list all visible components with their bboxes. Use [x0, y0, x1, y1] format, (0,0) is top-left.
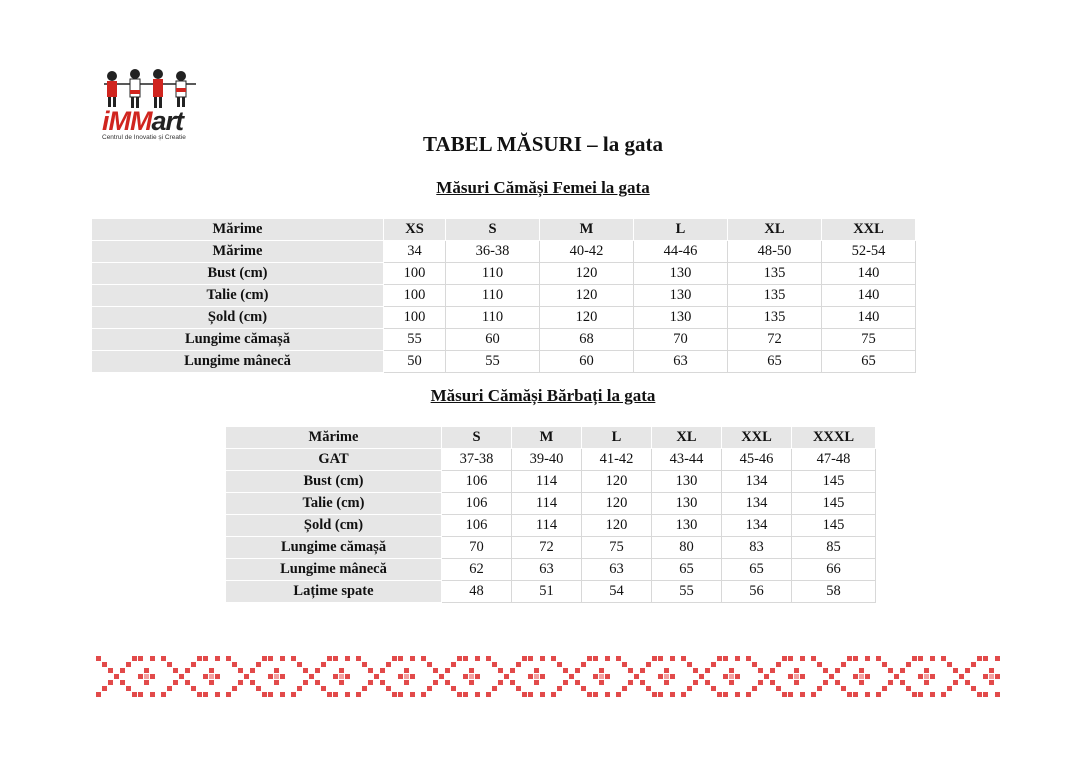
table-cell: 34: [384, 241, 446, 263]
table-header-row: [226, 427, 876, 449]
row-label: Șold (cm): [92, 307, 384, 329]
row-label: Lațime spate: [226, 581, 442, 603]
table-cell: 135: [728, 285, 822, 307]
table-cell: 120: [540, 285, 634, 307]
table-cell: 83: [722, 537, 792, 559]
table-cell: 40-42: [540, 241, 634, 263]
row-label: Șold (cm): [226, 515, 442, 537]
header-cell: M: [540, 219, 634, 241]
table-cell: 56: [722, 581, 792, 603]
header-cell: Mărime: [226, 427, 442, 449]
table-cell: 65: [722, 559, 792, 581]
table-row: [92, 351, 916, 373]
men-size-table: [225, 426, 876, 603]
table-cell: 63: [512, 559, 582, 581]
table-cell: 106: [442, 493, 512, 515]
row-label: Lungime mânecă: [92, 351, 384, 373]
table-cell: 66: [792, 559, 876, 581]
table-cell: 106: [442, 515, 512, 537]
row-label: Talie (cm): [92, 285, 384, 307]
table-cell: 70: [442, 537, 512, 559]
row-label: Talie (cm): [226, 493, 442, 515]
table-cell: 100: [384, 263, 446, 285]
table-cell: 134: [722, 515, 792, 537]
table-cell: 54: [582, 581, 652, 603]
table-cell: 36-38: [446, 241, 540, 263]
table-row: [92, 329, 916, 351]
table-cell: 60: [540, 351, 634, 373]
table-cell: 145: [792, 471, 876, 493]
row-label: Lungime cămașă: [92, 329, 384, 351]
table-row: [92, 241, 916, 263]
table-row: [226, 559, 876, 581]
header-cell: L: [634, 219, 728, 241]
table-cell: 140: [822, 285, 916, 307]
table-cell: 65: [822, 351, 916, 373]
table-cell: 106: [442, 471, 512, 493]
table-cell: 58: [792, 581, 876, 603]
header-cell: XXXL: [792, 427, 876, 449]
women-size-table: [91, 218, 916, 373]
row-label: Bust (cm): [92, 263, 384, 285]
table-cell: 50: [384, 351, 446, 373]
table-cell: 47-48: [792, 449, 876, 471]
table-cell: 55: [446, 351, 540, 373]
header-cell: XXL: [822, 219, 916, 241]
women-table-title: Măsuri Cămăși Femei la gata: [436, 178, 650, 197]
header-cell: XXL: [722, 427, 792, 449]
table-cell: 80: [652, 537, 722, 559]
table-cell: 65: [652, 559, 722, 581]
table-cell: 145: [792, 493, 876, 515]
table-cell: 140: [822, 263, 916, 285]
row-label: GAT: [226, 449, 442, 471]
logo-wordmark-part2: art: [151, 106, 183, 136]
table-row: [226, 515, 876, 537]
table-cell: 110: [446, 285, 540, 307]
header-cell: XL: [652, 427, 722, 449]
table-cell: 114: [512, 493, 582, 515]
embroidery-border-pattern: [94, 654, 1004, 698]
table-cell: 130: [634, 307, 728, 329]
table-cell: 145: [792, 515, 876, 537]
table-cell: 65: [728, 351, 822, 373]
row-label: Mărime: [92, 241, 384, 263]
table-cell: 120: [582, 515, 652, 537]
header-cell: S: [442, 427, 512, 449]
table-cell: 85: [792, 537, 876, 559]
table-cell: 70: [634, 329, 728, 351]
table-cell: 110: [446, 307, 540, 329]
men-table-title: Măsuri Cămăși Bărbați la gata: [430, 386, 656, 405]
table-row: [226, 471, 876, 493]
table-row: [226, 493, 876, 515]
table-cell: 130: [634, 263, 728, 285]
table-cell: 130: [652, 515, 722, 537]
table-cell: 75: [822, 329, 916, 351]
table-cell: 75: [582, 537, 652, 559]
table-cell: 140: [822, 307, 916, 329]
header-cell: Mărime: [92, 219, 384, 241]
table-cell: 130: [652, 493, 722, 515]
table-cell: 63: [634, 351, 728, 373]
table-cell: 55: [384, 329, 446, 351]
row-label: Lungime mânecă: [226, 559, 442, 581]
table-cell: 51: [512, 581, 582, 603]
table-cell: 60: [446, 329, 540, 351]
header-cell: XL: [728, 219, 822, 241]
table-cell: 130: [634, 285, 728, 307]
table-cell: 135: [728, 307, 822, 329]
table-cell: 39-40: [512, 449, 582, 471]
table-cell: 120: [582, 471, 652, 493]
table-cell: 135: [728, 263, 822, 285]
table-cell: 120: [540, 263, 634, 285]
header-cell: S: [446, 219, 540, 241]
table-cell: 72: [512, 537, 582, 559]
table-cell: 114: [512, 515, 582, 537]
table-cell: 41-42: [582, 449, 652, 471]
header-cell: L: [582, 427, 652, 449]
table-cell: 48: [442, 581, 512, 603]
table-row: [92, 285, 916, 307]
table-cell: 37-38: [442, 449, 512, 471]
table-cell: 44-46: [634, 241, 728, 263]
table-cell: 134: [722, 471, 792, 493]
logo-wordmark-part1: iMM: [102, 106, 152, 136]
table-row: [92, 307, 916, 329]
table-cell: 48-50: [728, 241, 822, 263]
table-cell: 43-44: [652, 449, 722, 471]
header-cell: XS: [384, 219, 446, 241]
table-cell: 130: [652, 471, 722, 493]
table-row: [226, 449, 876, 471]
header-cell: M: [512, 427, 582, 449]
table-cell: 63: [582, 559, 652, 581]
table-row: [92, 263, 916, 285]
table-row: [226, 581, 876, 603]
table-header-row: [92, 219, 916, 241]
table-cell: 114: [512, 471, 582, 493]
table-cell: 45-46: [722, 449, 792, 471]
table-cell: 120: [582, 493, 652, 515]
row-label: Bust (cm): [226, 471, 442, 493]
table-row: [226, 537, 876, 559]
table-cell: 134: [722, 493, 792, 515]
logo-tagline: Centrul de Inovatie și Creatie: [102, 134, 186, 141]
table-cell: 62: [442, 559, 512, 581]
table-cell: 52-54: [822, 241, 916, 263]
table-cell: 100: [384, 307, 446, 329]
table-cell: 110: [446, 263, 540, 285]
table-cell: 55: [652, 581, 722, 603]
table-cell: 100: [384, 285, 446, 307]
page-title: TABEL MĂSURI – la gata: [423, 132, 663, 156]
table-cell: 120: [540, 307, 634, 329]
table-cell: 72: [728, 329, 822, 351]
table-cell: 68: [540, 329, 634, 351]
row-label: Lungime cămașă: [226, 537, 442, 559]
